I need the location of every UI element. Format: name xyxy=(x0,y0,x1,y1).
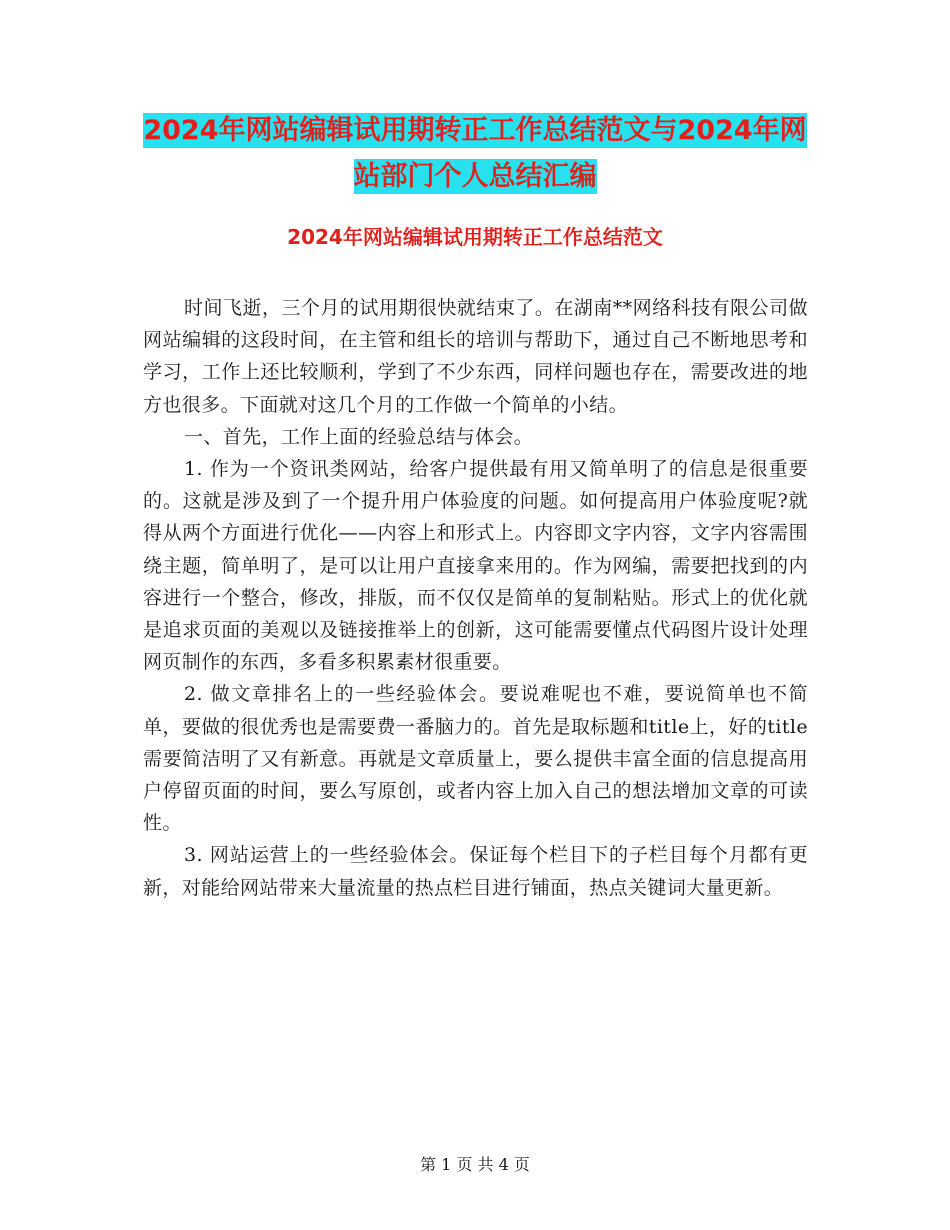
title-line-2: 站部门个人总结汇编 xyxy=(353,161,597,192)
section-title: 2024年网站编辑试用期转正工作总结范文 xyxy=(287,225,663,249)
paragraph-item-1: 1. 作为一个资讯类网站，给客户提供最有用又简单明了的信息是很重要的。这就是涉及到了一个提升用户体验度的问题。如何提高用户体验度呢?就得从两个方面进行优化——内容上和形式上。内容即文字内容，文字内容需围绕主题，简单明了，是可以让用户直接拿来用的。作为网编，需要把找到的内容进行一个整合，修改，排版，而不仅仅是简单的复制粘贴。形式上的优化就是追求页面的美观以及链接推举上的创新，这可能需要懂点代码图片设计处理网页制作的东西，多看多积累素材很重要。 xyxy=(143,458,808,674)
paragraph-item-3: 3. 网站运营上的一些经验体会。保证每个栏目下的子栏目每个月都有更新，对能给网站带来大量流量的热点栏目进行铺面，热点关键词大量更新。 xyxy=(143,844,808,899)
page-footer: 第 1 页 共 4 页 xyxy=(420,1155,530,1174)
document-body xyxy=(143,292,808,904)
document-title xyxy=(140,108,810,200)
title-line-1: 2024年网站编辑试用期转正工作总结范文与2024年网 xyxy=(143,115,807,146)
paragraph-heading-1: 一、首先，工作上面的经验总结与体会。 xyxy=(184,425,534,448)
paragraph-intro: 时间飞逝，三个月的试用期很快就结束了。在湖南**网络科技有限公司做网站编辑的这段时间，在主管和组长的培训与帮助下，通过自己不断地思考和学习，工作上还比较顺利，学到了不少东西，同样问题也存在，需要改进的地方也很多。下面就对这几个月的工作做一个简单的小结。 xyxy=(143,297,808,416)
paragraph-item-2: 2. 做文章排名上的一些经验体会。要说难呢也不难，要说简单也不简单，要做的很优秀也是需要费一番脑力的。首先是取标题和title上，好的title需要简洁明了又有新意。再就是文章质量上，要么提供丰富全面的信息提高用户停留页面的时间，要么写原创，或者内容上加入自己的想法增加文章的可读性。 xyxy=(143,683,808,835)
